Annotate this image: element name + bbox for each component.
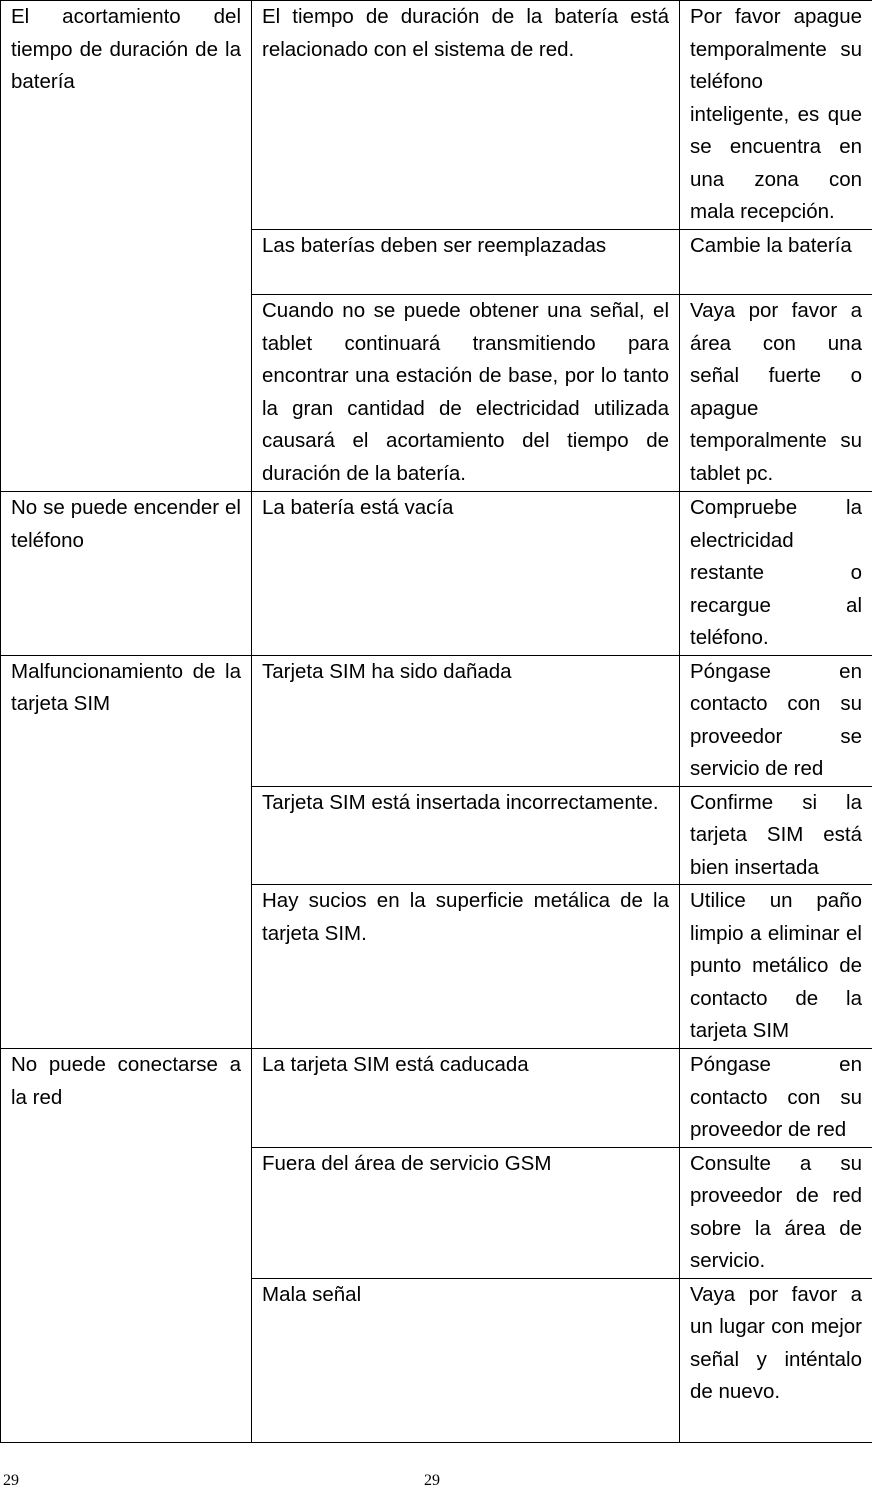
- cause-cell: El tiempo de duración de la batería está relacionado con el sistema de red.: [252, 1, 680, 230]
- solution-cell: Utilice un paño limpio a eliminar el punto metálico de contacto de la tarjeta SIM: [680, 885, 872, 1049]
- page-number-center: 29: [424, 1472, 440, 1489]
- solution-cell: Por favor apague temporalmente su teléfono inteligente, es que se encuentra en una zona con mala recepción.: [680, 1, 872, 230]
- cause-cell: Mala señal: [252, 1278, 680, 1442]
- table-row: [1, 492, 872, 656]
- solution-cell: Compruebe la electricidad restante o recargue al teléfono.: [680, 492, 872, 656]
- cause-cell: Hay sucios en la superficie metálica de la tarjeta SIM.: [252, 885, 680, 1049]
- problem-cell: No se puede encender el teléfono: [1, 492, 252, 656]
- solution-cell: Confirme si la tarjeta SIM está bien insertada: [680, 786, 872, 885]
- cause-cell: Fuera del área de servicio GSM: [252, 1147, 680, 1278]
- solution-cell: Cambie la batería: [680, 230, 872, 295]
- cause-cell: La tarjeta SIM está caducada: [252, 1049, 680, 1148]
- table-row: [1, 655, 872, 786]
- problem-cell: Malfuncionamiento de la tarjeta SIM: [1, 655, 252, 1049]
- solution-cell: Vaya por favor a área con una señal fuerte o apague temporalmente su tablet pc.: [680, 295, 872, 492]
- solution-cell: Consulte a su proveedor de red sobre la área de servicio.: [680, 1147, 872, 1278]
- problem-cell: No puede conectarse a la red: [1, 1049, 252, 1443]
- solution-cell: Vaya por favor a un lugar con mejor señal y inténtalo de nuevo.: [680, 1278, 872, 1442]
- cause-cell: Tarjeta SIM ha sido dañada: [252, 655, 680, 786]
- table-row: [1, 1, 872, 230]
- table-row: [1, 1049, 872, 1148]
- cause-cell: Las baterías deben ser reemplazadas: [252, 230, 680, 295]
- problem-cell: El acortamiento del tiempo de duración de la batería: [1, 1, 252, 492]
- cause-cell: Tarjeta SIM está insertada incorrectamente.: [252, 786, 680, 885]
- cause-cell: Cuando no se puede obtener una señal, el tablet continuará transmitiendo para encontrar una estación de base, por lo tanto la gran cantidad de electricidad utilizada causará el acortamiento del tiempo de duración de la batería.: [252, 295, 680, 492]
- solution-cell: Póngase en contacto con su proveedor de red: [680, 1049, 872, 1148]
- page-number-left: 29: [3, 1472, 19, 1489]
- cause-cell: La batería está vacía: [252, 492, 680, 656]
- solution-cell: Póngase en contacto con su proveedor se servicio de red: [680, 655, 872, 786]
